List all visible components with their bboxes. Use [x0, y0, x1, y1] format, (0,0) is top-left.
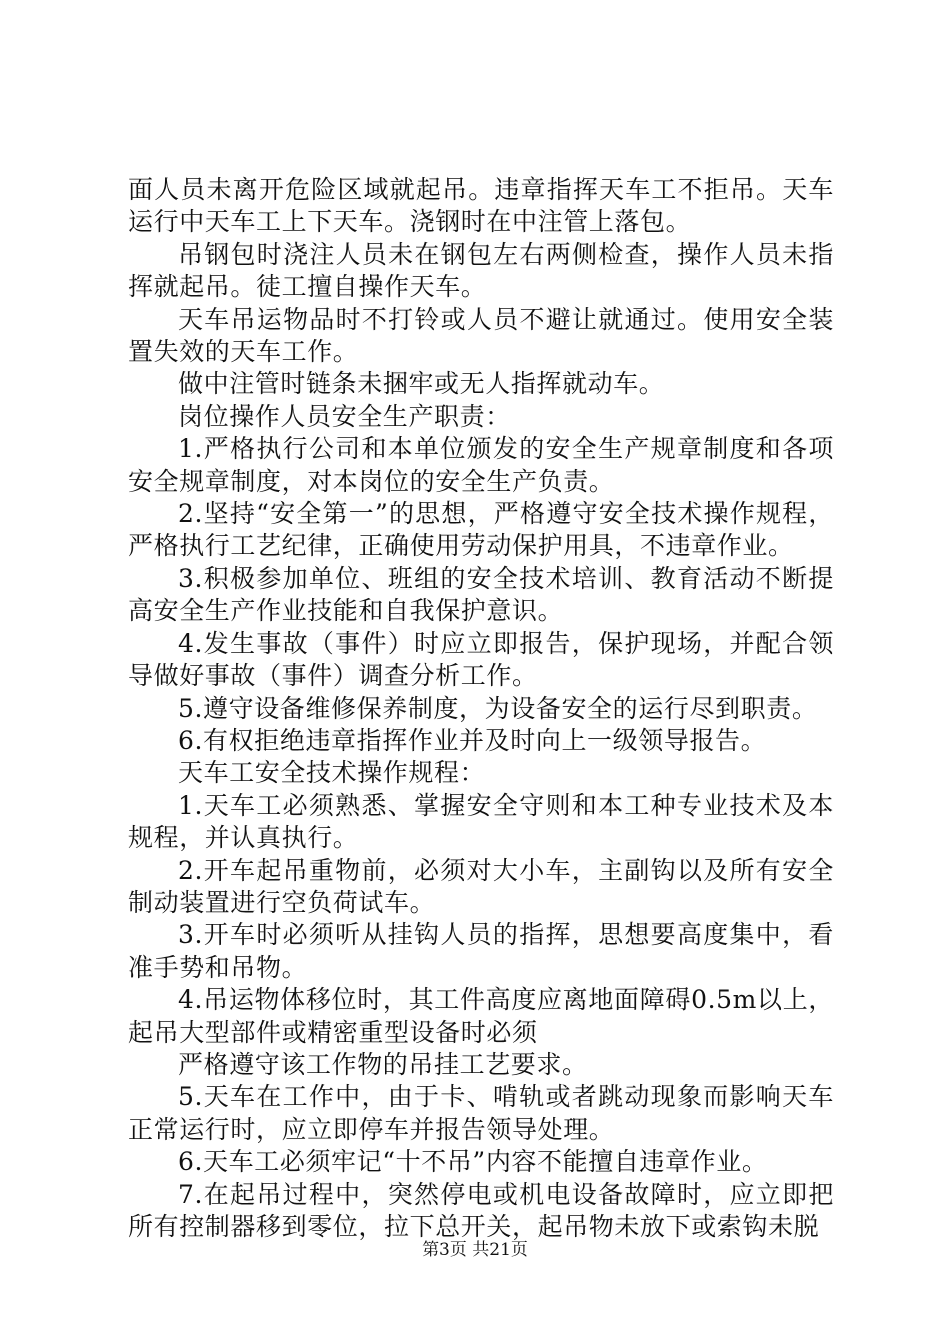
page-footer — [0, 1239, 950, 1261]
paragraph: 面人员未离开危险区域就起吊。违章指挥天车工不拒吊。天车运行中天车工上下天车。浇钢时在中注管上落包。 — [128, 175, 834, 237]
list-item: 4.吊运物体移位时，其工件高度应离地面障碍0.5m以上，起吊大型部件或精密重型设备时必须 — [128, 985, 834, 1047]
list-item: 5.遵守设备维修保养制度，为设备安全的运行尽到职责。 — [178, 693, 818, 723]
list-item: 4.发生事故（事件）时应立即报告，保护现场，并配合领导做好事故（事件）调查分析工作。 — [128, 628, 834, 691]
list-item: 1.严格执行公司和本单位颁发的安全生产规章制度和各项安全规章制度，对本岗位的安全生产负责。 — [128, 434, 834, 496]
paragraph: 严格遵守该工作物的吊挂工艺要求。 — [178, 1049, 588, 1079]
list-item: 6.有权拒绝违章指挥作业并及时向上一级领导报告。 — [178, 725, 767, 755]
section-heading: 天车工安全技术操作规程： — [178, 758, 486, 788]
list-item: 2.坚持“安全第一”的思想，严格遵守安全技术操作规程，严格执行工艺纪律，正确使用劳动保护用具，不违章作业。 — [128, 499, 834, 561]
list-item: 3.开车时必须听从挂钩人员的指挥，思想要高度集中，看准手势和吊物。 — [128, 920, 834, 982]
list-item: 3.积极参加单位、班组的安全技术培训、教育活动不断提高安全生产作业技能和自我保护意识。 — [128, 563, 834, 626]
paragraph: 做中注管时链条未捆牢或无人指挥就动车。 — [178, 369, 665, 399]
page-number-label: 第3页 共21页 — [422, 1240, 528, 1260]
list-item: 2.开车起吊重物前，必须对大小车，主副钩以及所有安全制动装置进行空负荷试车。 — [128, 855, 834, 917]
list-item: 6.天车工必须牢记“十不吊”内容不能擅自违章作业。 — [178, 1147, 768, 1177]
paragraph: 天车吊运物品时不打铃或人员不避让就通过。使用安全装置失效的天车工作。 — [128, 304, 834, 367]
section-heading: 岗位操作人员安全生产职责： — [178, 401, 511, 431]
list-item: 7.在起吊过程中，突然停电或机电设备故障时，应立即把所有控制器移到零位，拉下总开关，起吊物未放下或索钩未脱 — [128, 1179, 834, 1241]
paragraph: 吊钢包时浇注人员未在钢包左右两侧检查，操作人员未指挥就起吊。徒工擅自操作天车。 — [128, 239, 834, 302]
document-body — [128, 174, 834, 1243]
list-item: 5.天车在工作中，由于卡、啃轨或者跳动现象而影响天车正常运行时，应立即停车并报告领导处理。 — [128, 1082, 834, 1144]
list-item: 1.天车工必须熟悉、掌握安全守则和本工种专业技术及本规程，并认真执行。 — [128, 790, 834, 853]
